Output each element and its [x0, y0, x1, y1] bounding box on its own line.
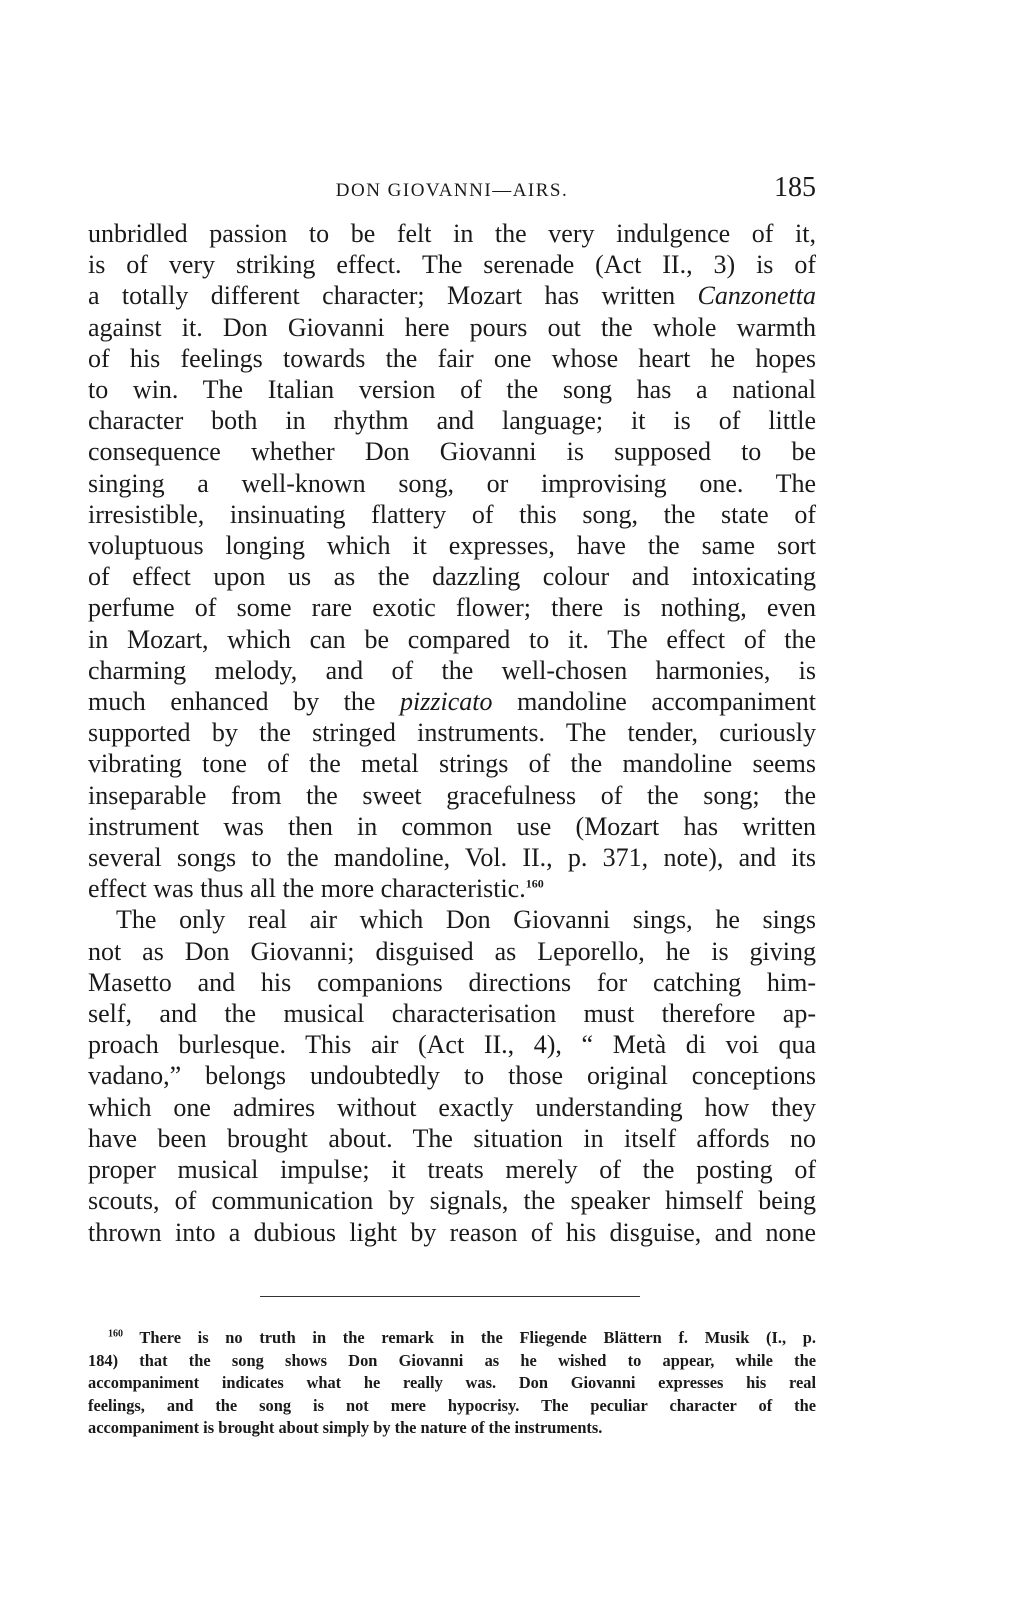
- footnote-number: 160: [108, 1328, 123, 1340]
- footnote-line: accompaniment is brought about simply by the nature of the instruments.: [88, 1418, 603, 1437]
- text-line: scouts, of communication by signals, the speaker himself being: [88, 1186, 816, 1216]
- text-line: several songs to the mandoline, Vol. II., p. 371, note), and its: [88, 843, 816, 873]
- text-segment: effect was thus all the more characteristic.: [88, 874, 526, 904]
- text-line: not as Don Giovanni; disguised as Leporello, he is giving: [88, 936, 816, 966]
- text-line: unbridled passion to be felt in the very indulgence of it,: [88, 219, 816, 248]
- text-line: self, and the musical characterisation must therefore ap-: [88, 999, 816, 1029]
- text-line: supported by the stringed instruments. The tender, curiously: [88, 718, 816, 748]
- text-line: have been brought about. The situation in itself affords no: [88, 1123, 816, 1153]
- text-line: of his feelings towards the fair one whose heart he hopes: [88, 343, 816, 373]
- text-line: Masetto and his companions directions for catching him-: [88, 967, 816, 997]
- footnote-line: accompaniment indicates what he really was. Don Giovanni expresses his real: [88, 1373, 816, 1392]
- text-line: [88, 686, 816, 717]
- text-line: charming melody, and of the well-chosen harmonies, is: [88, 655, 816, 685]
- italic-term: pizzicato: [400, 687, 493, 717]
- text-segment: mandoline accompaniment: [492, 687, 816, 717]
- text-line: consequence whether Don Giovanni is supposed to be: [88, 437, 816, 467]
- text-line: of effect upon us as the dazzling colour and intoxicating: [88, 562, 816, 592]
- footnote-line: feelings, and the song is not mere hypocrisy. The peculiar character of the: [88, 1395, 816, 1415]
- page-number: 185: [774, 172, 816, 203]
- text-segment: a totally different character; Mozart has written: [88, 281, 698, 311]
- footnote: [88, 1327, 816, 1440]
- text-line: proper musical impulse; it treats merely of the posting of: [88, 1155, 816, 1185]
- text-line: [88, 873, 816, 904]
- footnote-divider: [260, 1296, 640, 1297]
- text-line: The only real air which Don Giovanni sings, he sings: [116, 905, 816, 935]
- footnote-text: There is no truth in the remark in the Fliegende Blättern f. Musik (I., p.: [139, 1328, 816, 1347]
- text-line: inseparable from the sweet gracefulness of the song; the: [88, 780, 816, 810]
- text-line: thrown into a dubious light by reason of his disguise, and none: [88, 1217, 816, 1247]
- text-line: perfume of some rare exotic flower; there is nothing, even: [88, 593, 816, 623]
- body-text: [88, 218, 816, 1248]
- italic-term: Canzonetta: [697, 281, 816, 311]
- footnote-line: [88, 1327, 816, 1350]
- text-line: instrument was then in common use (Mozart has written: [88, 811, 816, 841]
- text-line: voluptuous longing which it expresses, have the same sort: [88, 531, 816, 561]
- text-line: to win. The Italian version of the song has a national: [88, 375, 816, 405]
- running-title: DON GIOVANNI—AIRS.: [335, 180, 569, 201]
- footnote-reference: 160: [525, 876, 544, 891]
- text-line: irresistible, insinuating flattery of this song, the state of: [88, 499, 816, 529]
- text-line: vadano,” belongs undoubtedly to those original conceptions: [88, 1061, 816, 1091]
- text-line: vibrating tone of the metal strings of the mandoline seems: [88, 749, 816, 779]
- text-line: singing a well-known song, or improvising one. The: [88, 468, 816, 498]
- text-line: against it. Don Giovanni here pours out the whole warmth: [88, 312, 816, 342]
- text-line: is of very striking effect. The serenade (Act II., 3) is of: [88, 250, 816, 280]
- page-header: [88, 172, 816, 208]
- text-line: in Mozart, which can be compared to it. The effect of the: [88, 624, 816, 654]
- text-line: character both in rhythm and language; it is of little: [88, 406, 816, 436]
- footnote-line: 184) that the song shows Don Giovanni as he wished to appear, while the: [88, 1350, 816, 1370]
- text-line: which one admires without exactly understanding how they: [88, 1092, 816, 1122]
- text-line: [88, 280, 816, 311]
- text-segment: much enhanced by the: [88, 687, 401, 717]
- text-line: proach burlesque. This air (Act II., 4), “ Metà di voi qua: [88, 1030, 816, 1060]
